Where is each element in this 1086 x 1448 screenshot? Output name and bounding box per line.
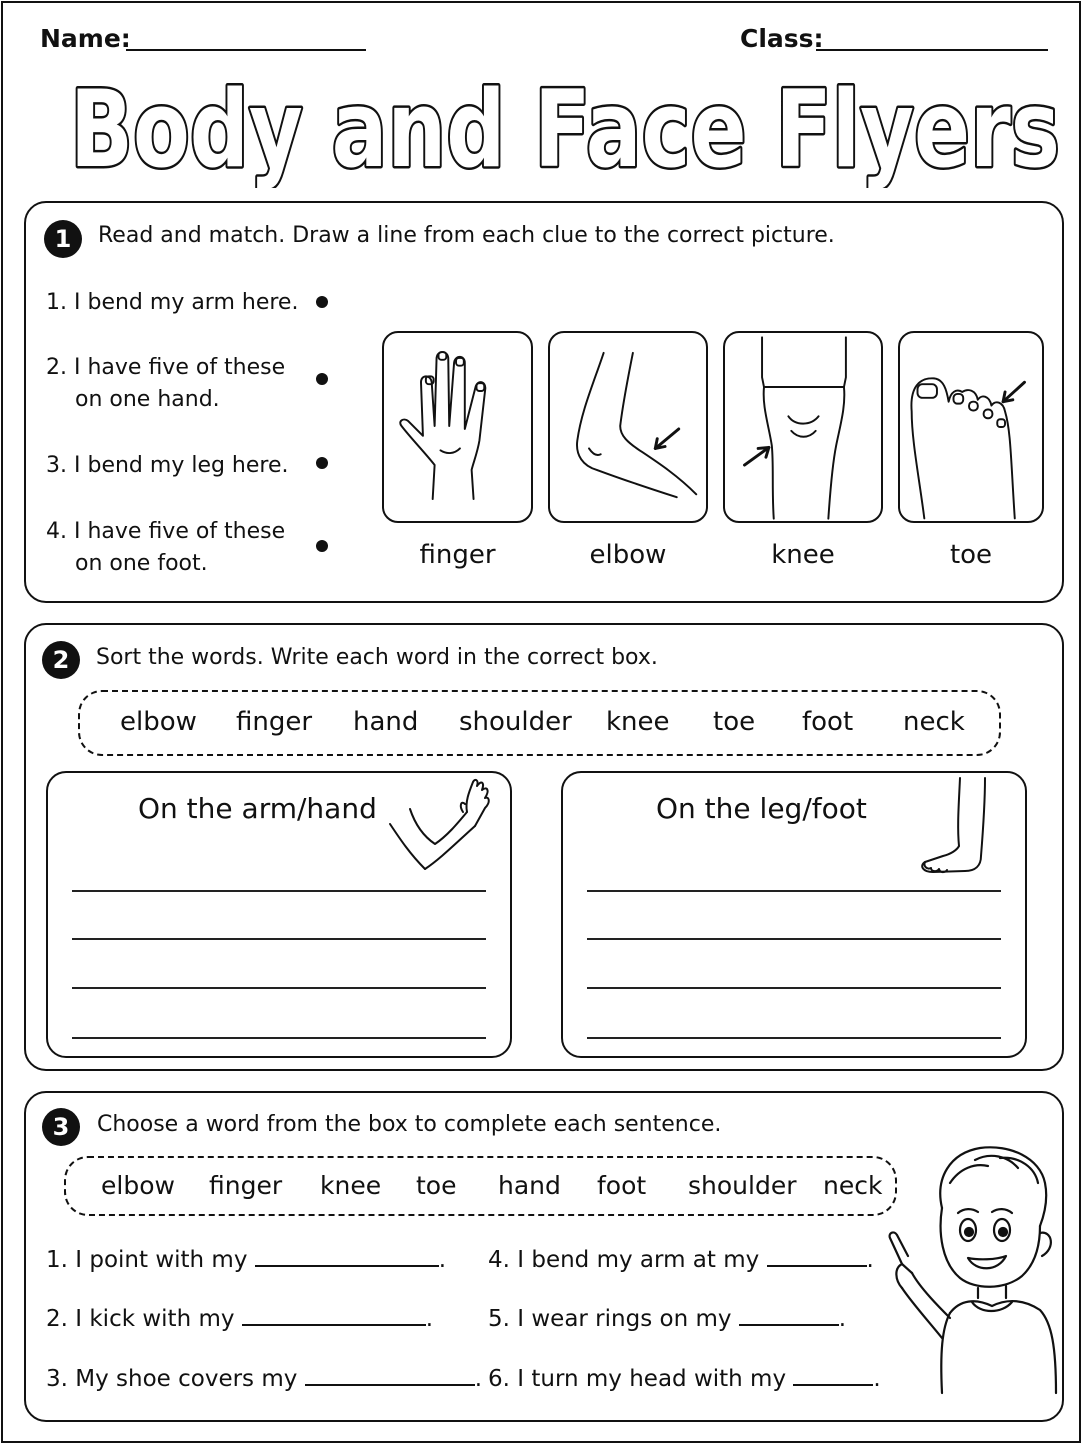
class-label: Class: xyxy=(740,24,824,53)
match-dot-3[interactable] xyxy=(316,457,328,469)
word-bank-item: hand xyxy=(498,1171,561,1200)
write-line[interactable] xyxy=(587,987,1001,989)
sentence-1: 1. I point with my . xyxy=(46,1247,447,1273)
write-line[interactable] xyxy=(587,1037,1001,1039)
section-1-instruction: Read and match. Draw a line from each clue to the correct picture. xyxy=(98,223,835,248)
answer-blank[interactable] xyxy=(739,1306,839,1326)
clue-4: 4. I have five of these on one foot. xyxy=(46,519,286,576)
hand-icon xyxy=(384,333,531,521)
word-bank-item: shoulder xyxy=(688,1171,797,1200)
word-bank-item: foot xyxy=(597,1171,647,1200)
word-bank-item: knee xyxy=(320,1171,382,1200)
sentence-2: 2. I kick with my . xyxy=(46,1306,434,1332)
answer-blank[interactable] xyxy=(305,1366,475,1386)
answer-blank[interactable] xyxy=(242,1306,426,1326)
answer-blank[interactable] xyxy=(255,1247,439,1267)
boy-pointing-icon xyxy=(880,1138,1060,1400)
word-bank-item: neck xyxy=(903,707,965,737)
picture-card-knee[interactable] xyxy=(723,331,883,523)
sort-box-leg-foot-title: On the leg/foot xyxy=(656,792,867,825)
leg-foot-icon xyxy=(915,776,995,876)
clue-3: 3. I bend my leg here. xyxy=(46,453,289,478)
knee-icon xyxy=(725,333,881,521)
match-dot-1[interactable] xyxy=(316,296,328,308)
word-bank-item: toe xyxy=(416,1171,457,1200)
word-bank-item: finger xyxy=(236,707,313,737)
foot-toes-icon xyxy=(900,333,1042,521)
write-line[interactable] xyxy=(587,938,1001,940)
page-title xyxy=(60,58,1070,188)
section-2-number: 2 xyxy=(42,641,80,679)
word-bank-item: toe xyxy=(713,707,756,737)
answer-blank[interactable] xyxy=(793,1366,873,1386)
page-title-text: Body and Face Flyers xyxy=(70,68,1060,188)
picture-caption-finger: finger xyxy=(419,540,496,570)
word-bank-item: foot xyxy=(802,707,854,737)
sentence-6: 6. I turn my head with my . xyxy=(488,1366,881,1392)
clue-2: 2. I have five of these on one hand. xyxy=(46,355,286,412)
picture-card-elbow[interactable] xyxy=(548,331,708,523)
section-1-number: 1 xyxy=(44,220,82,258)
word-bank-item: finger xyxy=(209,1171,283,1200)
clue-1: 1. I bend my arm here. xyxy=(46,290,299,315)
sentence-3: 3. My shoe covers my . xyxy=(46,1366,482,1392)
name-label: Name: xyxy=(40,24,131,53)
picture-caption-knee: knee xyxy=(771,540,835,570)
picture-card-toe[interactable] xyxy=(898,331,1044,523)
write-line[interactable] xyxy=(72,938,486,940)
match-dot-2[interactable] xyxy=(316,373,328,385)
write-line[interactable] xyxy=(587,890,1001,892)
picture-caption-toe: toe xyxy=(949,540,993,570)
picture-card-finger[interactable] xyxy=(382,331,533,523)
sort-box-arm-hand-title: On the arm/hand xyxy=(138,792,377,825)
picture-caption-elbow: elbow xyxy=(589,540,667,570)
section-3-instruction: Choose a word from the box to complete each sentence. xyxy=(97,1112,722,1137)
word-bank-item: elbow xyxy=(120,707,197,737)
match-dot-4[interactable] xyxy=(316,540,328,552)
word-bank-item: elbow xyxy=(101,1171,175,1200)
class-field[interactable] xyxy=(816,49,1048,51)
sentence-5: 5. I wear rings on my . xyxy=(488,1306,847,1332)
section-3-number: 3 xyxy=(42,1108,80,1146)
answer-blank[interactable] xyxy=(767,1247,867,1267)
word-bank-item: shoulder xyxy=(459,707,572,737)
write-line[interactable] xyxy=(72,987,486,989)
name-field[interactable] xyxy=(126,49,366,51)
write-line[interactable] xyxy=(72,1037,486,1039)
write-line[interactable] xyxy=(72,890,486,892)
arm-elbow-icon xyxy=(550,333,706,521)
word-bank-item: hand xyxy=(353,707,419,737)
section-2-instruction: Sort the words. Write each word in the correct box. xyxy=(96,645,658,670)
word-bank-item: neck xyxy=(823,1171,883,1200)
sentence-4: 4. I bend my arm at my . xyxy=(488,1247,874,1273)
word-bank-item: knee xyxy=(606,707,670,737)
arm-icon xyxy=(385,774,495,874)
